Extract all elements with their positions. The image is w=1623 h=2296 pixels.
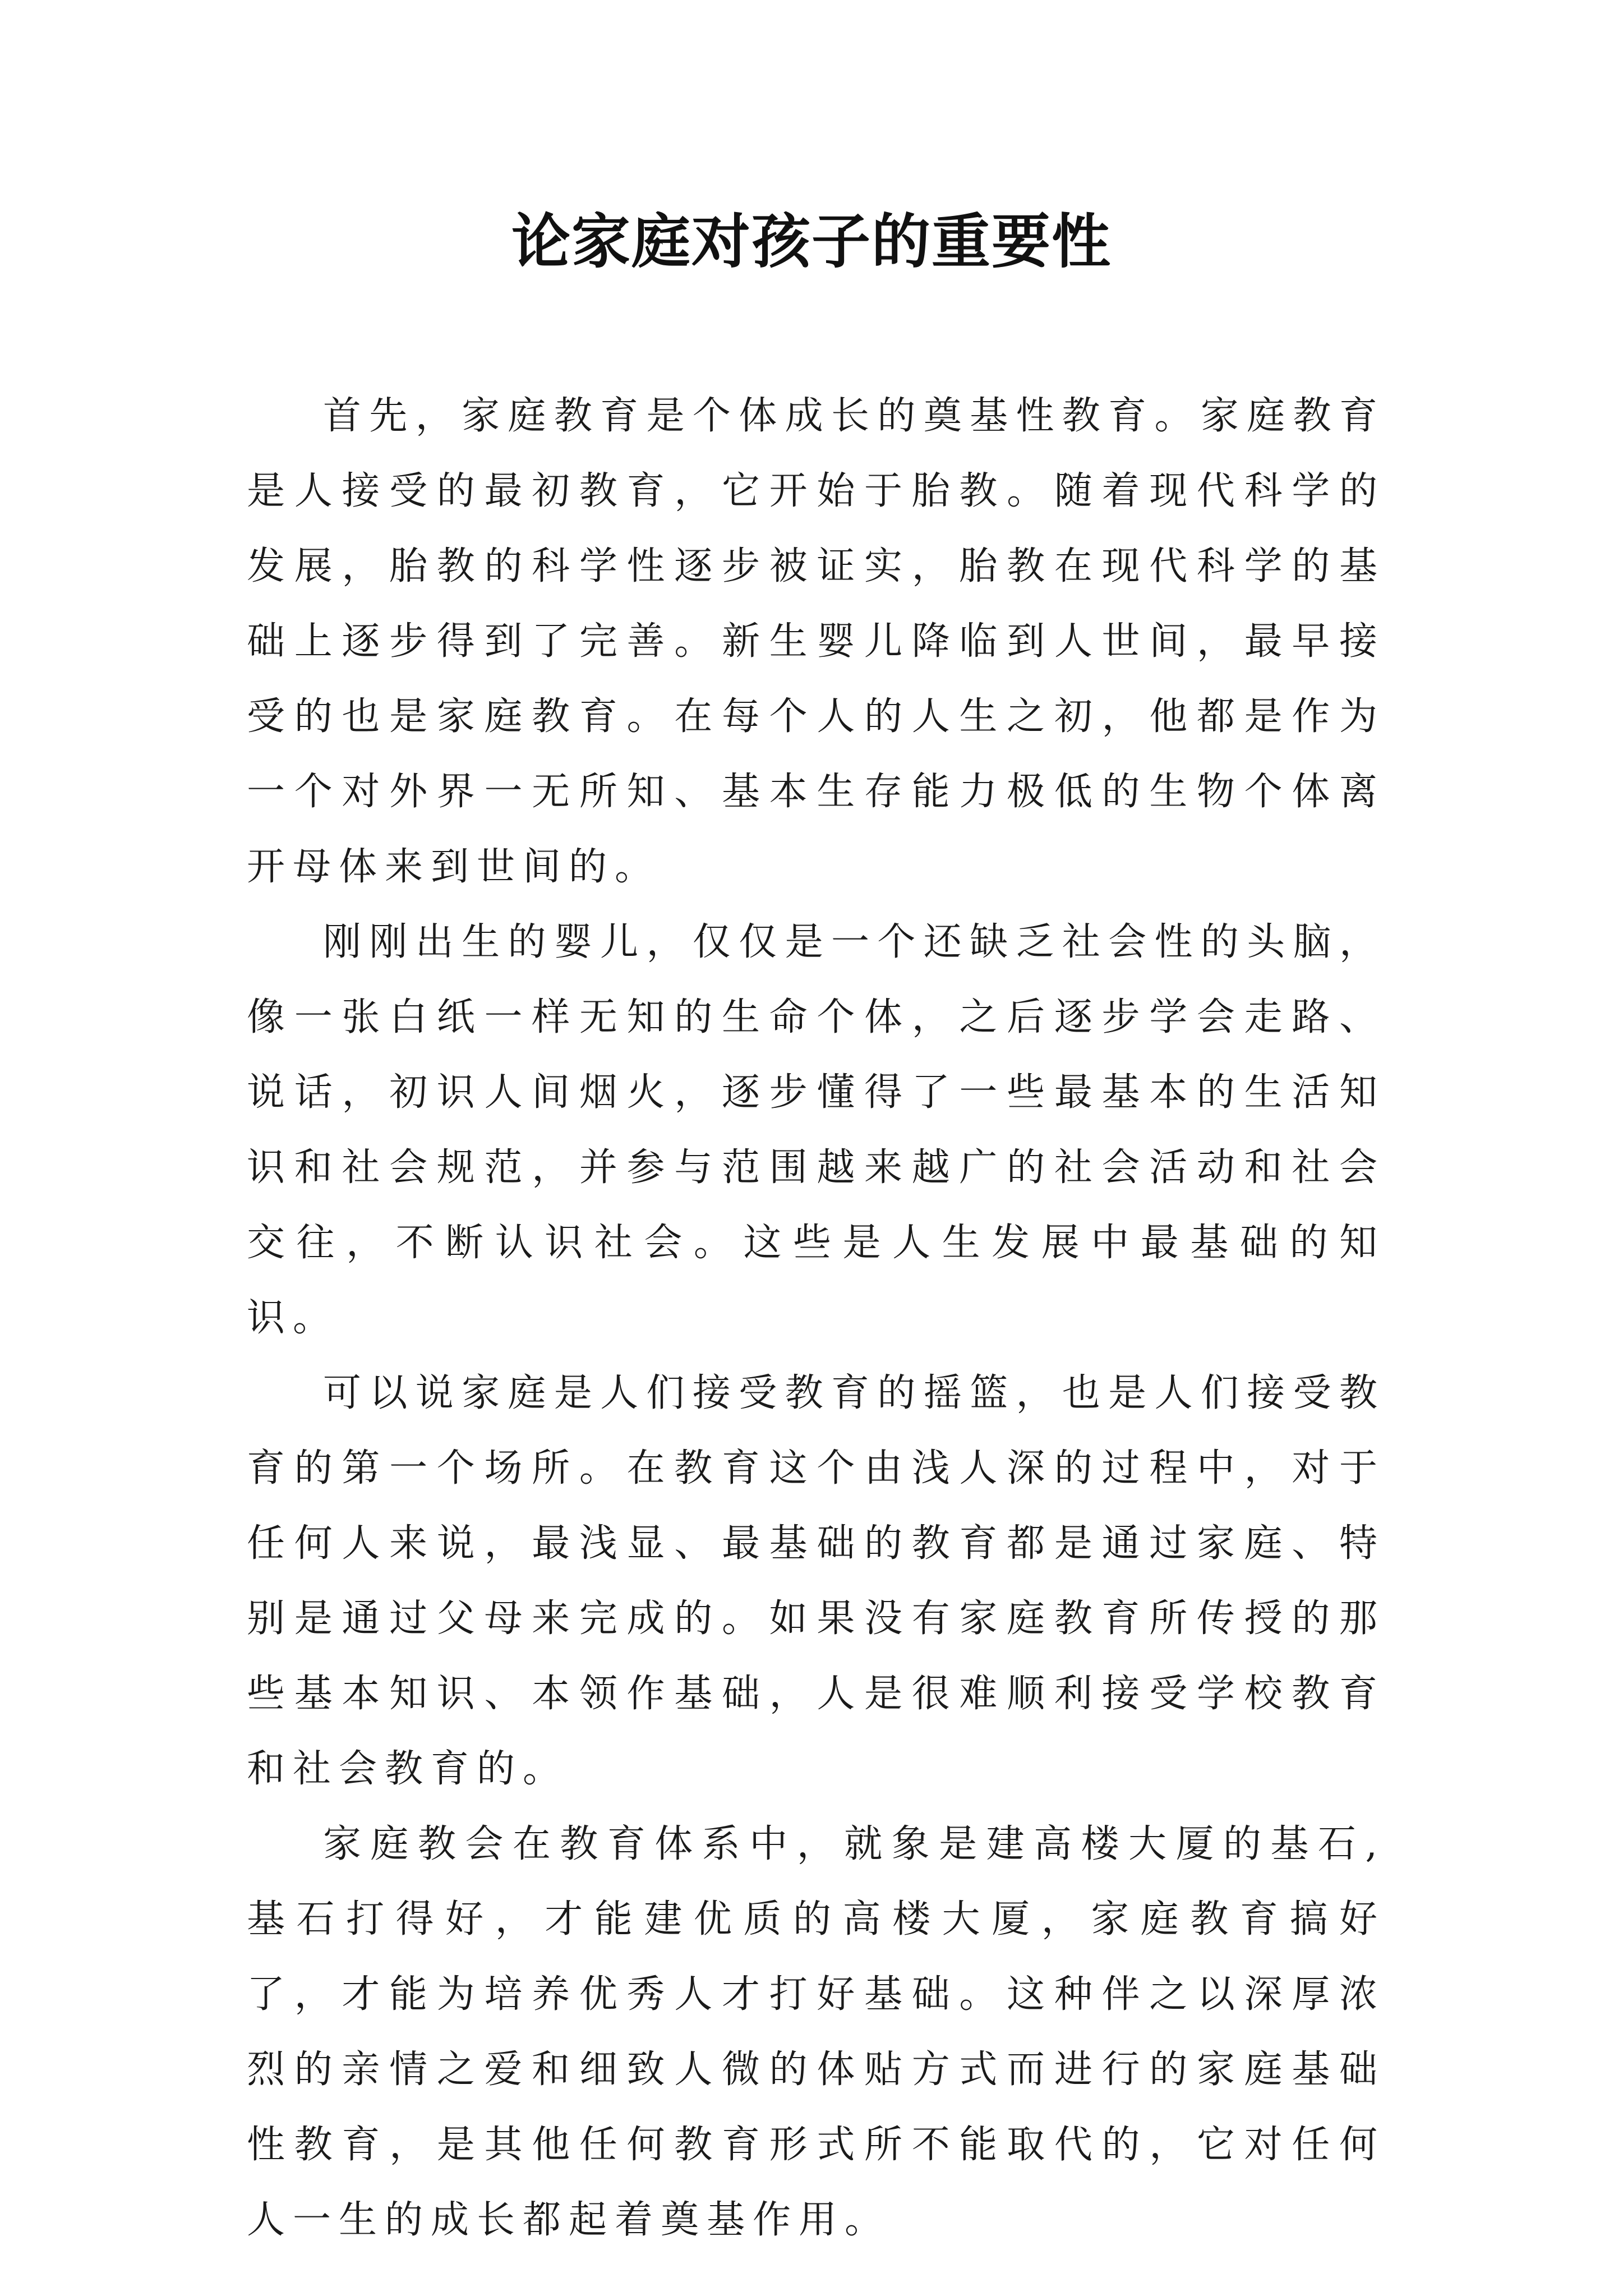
paragraph-2: 刚刚出生的婴儿，仅仅是一个还缺乏社会性的头脑，像一张白纸一样无知的生命个体，之后逐步学会走路、说话，初识人间烟火，逐步懂得了一些最基本的生活知识和社会规范，并参与范围越来越广的社会活动和社会交往，不断认识社会。这些是人生发展中最基础的知识。: [247, 920, 1385, 1340]
paragraph-4: 家庭教会在教育体系中，就象是建高楼大厦的基石,基石打得好，才能建优质的高楼大厦，家庭教育搞好了，才能为培养优秀人才打好基础。这种伴之以深厚浓烈的亲情之爱和细致人微的体贴方式而进行的家庭基础性教育，是其他任何教育形式所不能取代的，它对任何人一生的成长都起着奠基作用。: [247, 1822, 1385, 2242]
document-body: [247, 379, 1385, 2258]
paragraph-1: 首先，家庭教育是个体成长的奠基性教育。家庭教育是人接受的最初教育，它开始于胎教。随着现代科学的发展，胎教的科学性逐步被证实，胎教在现代科学的基础上逐步得到了完善。新生婴儿降临到人世间，最早接受的也是家庭教育。在每个人的人生之初，他都是作为一个对外界一无所知、基本生存能力极低的生物个体离开母体来到世间的。: [247, 394, 1385, 889]
paragraph-3: 可以说家庭是人们接受教育的摇篮，也是人们接受教育的第一个场所。在教育这个由浅人深的过程中，对于任何人来说，最浅显、最基础的教育都是通过家庭、特别是通过父母来完成的。如果没有家庭教育所传授的那些基本知识、本领作基础，人是很难顺利接受学校教育和社会教育的。: [247, 1371, 1385, 1791]
document-title: 论家庭对孩子的重要性: [511, 206, 1112, 276]
